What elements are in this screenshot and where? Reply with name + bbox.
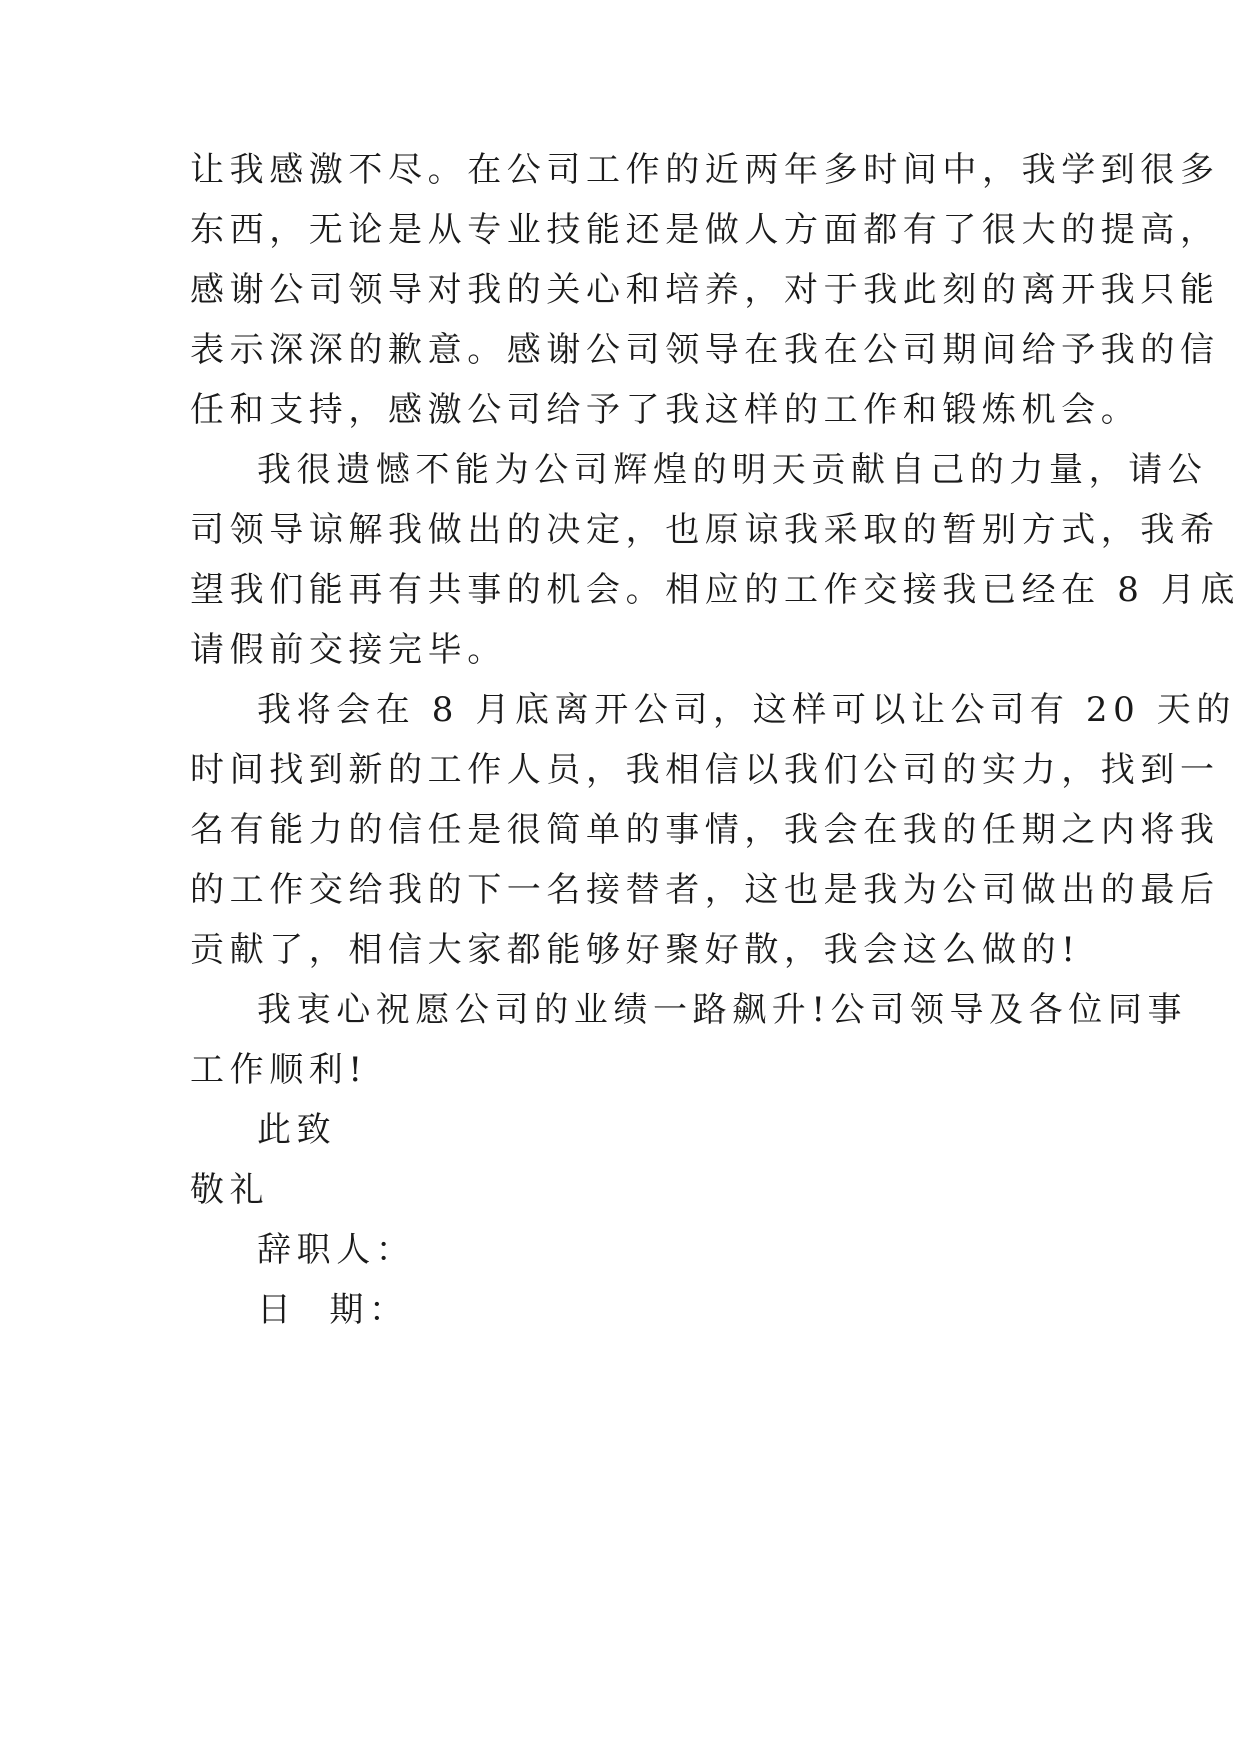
body-line-16: 工作顺利! — [190, 1050, 368, 1090]
body-line-9: 请假前交接完毕。 — [190, 630, 507, 670]
body-line-7: 司领导谅解我做出的决定，也原谅我采取的暂别方式，我希 — [190, 510, 1220, 550]
body-line-1: 让我感激不尽。在公司工作的近两年多时间中，我学到很多 — [190, 150, 1220, 190]
body-line-12: 名有能力的信任是很简单的事情，我会在我的任期之内将我 — [190, 810, 1220, 850]
body-line-11: 时间找到新的工作人员，我相信以我们公司的实力，找到一 — [190, 750, 1220, 790]
date-label: 日 期： — [257, 1290, 409, 1330]
body-line-2: 东西，无论是从专业技能还是做人方面都有了很大的提高， — [190, 210, 1220, 250]
body-line-14: 贡献了，相信大家都能够好聚好散，我会这么做的! — [190, 930, 1081, 970]
body-line-5: 任和支持，感激公司给予了我这样的工作和锻炼机会。 — [190, 390, 1141, 430]
body-line-10: 我将会在 8 月底离开公司，这样可以让公司有 20 天的 — [257, 690, 1236, 730]
body-line-6: 我很遗憾不能为公司辉煌的明天贡献自己的力量，请公 — [257, 450, 1208, 490]
body-line-15: 我衷心祝愿公司的业绩一路飙升!公司领导及各位同事 — [257, 990, 1188, 1030]
body-line-4: 表示深深的歉意。感谢公司领导在我在公司期间给予我的信 — [190, 330, 1220, 370]
closing-text: 此致 — [257, 1110, 337, 1150]
salutation-text: 敬礼 — [190, 1170, 270, 1210]
resigner-label: 辞职人： — [257, 1230, 416, 1270]
body-line-3: 感谢公司领导对我的关心和培养，对于我此刻的离开我只能 — [190, 270, 1220, 310]
body-line-8: 望我们能再有共事的机会。相应的工作交接我已经在 8 月底 — [190, 570, 1241, 610]
body-line-13: 的工作交给我的下一名接替者，这也是我为公司做出的最后 — [190, 870, 1220, 910]
